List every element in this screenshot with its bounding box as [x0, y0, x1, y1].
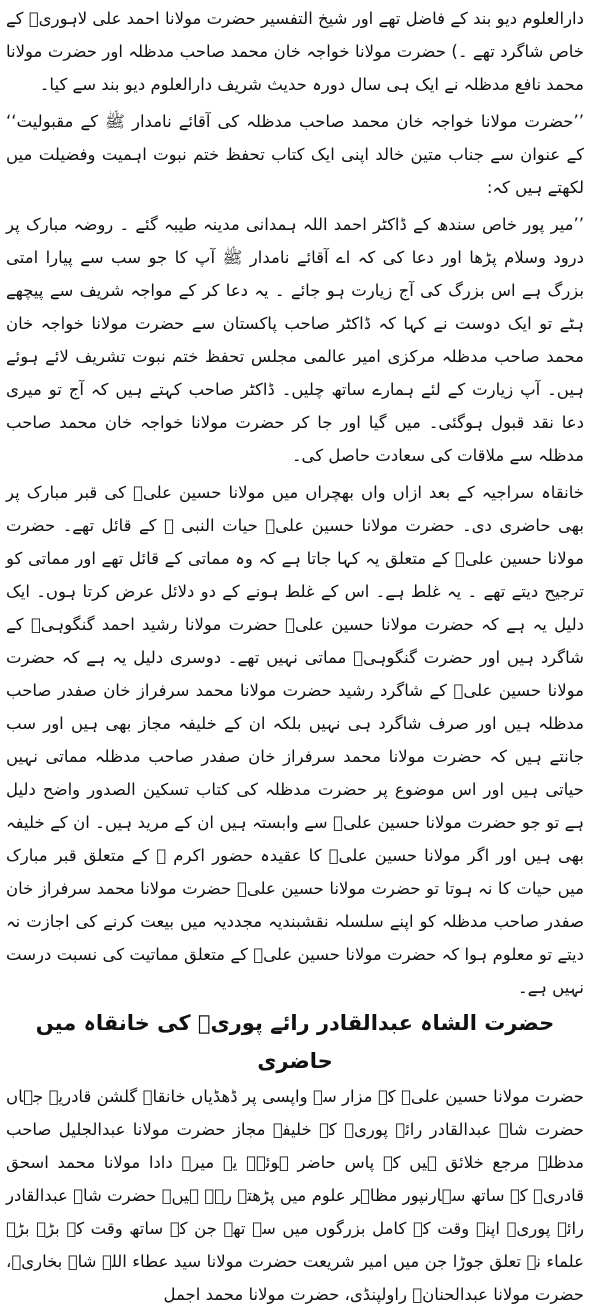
paragraph-khanqah-visit: حضرت مولانا حسین علیؒ کے مزار سے واپسی پر ڈھڈیاں خانقاہ گلشن قادریہ جہاں حضرت شاہ عبدالقادر رائے پوریؒ کے خلیفہ مجاز حضرت مولانا عبدالجلیل صاحب مدظلہ مرجع خلائق ہیں کے پاس حاضر ہوئے۔ یہ میرے دادا مولانا محمد اسحق قادریؒ کے ساتھ سہارنپور مظاہر علوم میں پڑھتے رہے ہیں۔ حضرت شاہ عبدالقادر رائے پوریؒ اپنے وقت کے کامل بزرگوں میں سے تھے جن کے ساتھ وقت کے بڑے بڑے علماء نے تعلق جوڑا جن میں امیر شریعت حضرت مولانا سید عطاء اللہ شاہ بخاریؒ، حضرت مولانا عبدالحنانؒ راولپنڈی، حضرت مولانا محمد اجمل — [6, 1087, 584, 1304]
section-heading: حضرت الشاہ عبدالقادر رائے پوریؒ کی خانقاہ میں حاضری — [35, 1011, 555, 1073]
paragraph-doctor-story: ’’میر پور خاص سندھ کے ڈاکٹر احمد اللہ ہمدانی مدینہ طیبہ گئے ۔ روضہ مبارک پر درود وسلام پڑھا اور دعا کی کہ اے آقائے نامدار ﷺ آپ کا جو سب سے پیارا امتی بزرگ ہے اس بزرگ کی آج زیارت ہو جائے ۔ یہ دعا کر کے مواجہ شریف سے پیچھے ہٹے تو ایک دوست نے کہا کہ ڈاکٹر صاحب پاکستان سے حضرت مولانا خواجہ خان محمد صاحب مدظلہ مرکزی امیر عالمی مجلس تحفظ ختم نبوت تشریف لائے ہوئے ہیں۔ آپ زیارت کے لئے ہمارے ساتھ چلیں۔ ڈاکٹر صاحب کہتے ہیں کہ آج تو میری دعا نقد قبول ہوگئی۔ میں گیا اور جا کر حضرت مولانا خواجہ خان محمد صاحب مدظلہ سے ملاقات کی سعادت حاصل کی۔ — [6, 215, 584, 465]
paragraph-hayat-discussion: خانقاہ سراجیہ کے بعد ازاں واں بھچراں میں مولانا حسین علیؒ کی قبر مبارک پر بھی حاضری دی۔ حضرت مولانا حسین علیؒ حیات النبی ﷺ کے قائل تھے۔ حضرت مولانا حسین علیؒ کے متعلق یہ کہا جاتا ہے کہ وہ مماتی کے قائل تھے اور مماتی کو ترجیح دیتے تھے ۔ یہ غلط ہے۔ اس کے غلط ہونے کے دو دلائل عرض کرتا ہوں۔ ایک دلیل یہ ہے کہ حضرت مولانا حسین علیؒ حضرت مولانا رشید احمد گنگوہیؒ کے شاگرد ہیں اور حضرت گنگوہیؒ مماتی نہیں تھے۔ دوسری دلیل یہ ہے کہ حضرت مولانا حسین علیؒ کے شاگرد رشید حضرت مولانا محمد سرفراز خان صفدر صاحب مدظلہ ہیں اور صرف شاگرد ہی نہیں بلکہ ان کے خلیفہ مجاز بھی ہیں اور سب جانتے ہیں کہ حضرت مولانا محمد سرفراز خان صفدر صاحب مدظلہ مماتی نہیں حیاتی ہیں اور اس موضوع پر حضرت مدظلہ کی کتاب تسکین الصدور واضح دلیل ہے تو جو حضرت مولانا حسین علیؒ سے وابستہ ہیں ان کے مرید ہیں۔ ان کے خلیفہ بھی ہیں اور اگر مولانا حسین علیؒ کا عقیدہ حضور اکرم ﷺ کے متعلق قبر مبارک میں حیات کا نہ ہوتا تو حضرت مولانا حسین علیؒ حضرت مولانا محمد سرفراز خان صفدر صاحب مدظلہ کو اپنے سلسلہ نقشبندیہ مجددیہ میں بیعت کرنے کی اجازت نہ دیتے تو معلوم ہوا کہ حضرت مولانا حسین علیؒ کے متعلق مماتیت کی نسبت درست نہیں ہے۔ — [6, 483, 584, 997]
paragraph-book-quote-intro: ’’حضرت مولانا خواجہ خان محمد صاحب مدظلہ کی آقائے نامدار ﷺ کے مقبولیت‘‘ کے عنوان سے جناب متین خالد اپنی ایک کتاب تحفظ ختم نبوت اہمیت وفضیلت میں لکھتے ہیں کہ: — [6, 112, 584, 197]
paragraph-intro: دارالعلوم دیو بند کے فاضل تھے اور شیخ التفسیر حضرت مولانا احمد علی لاہوریؒ کے خاص شاگرد تھے ۔) حضرت مولانا خواجہ خان محمد صاحب مدظلہ اور حضرت مولانا محمد نافع مدظلہ نے ایک ہی سال دورہ حدیث شریف دارالعلوم دیو بند سے کیا۔ — [6, 9, 584, 94]
